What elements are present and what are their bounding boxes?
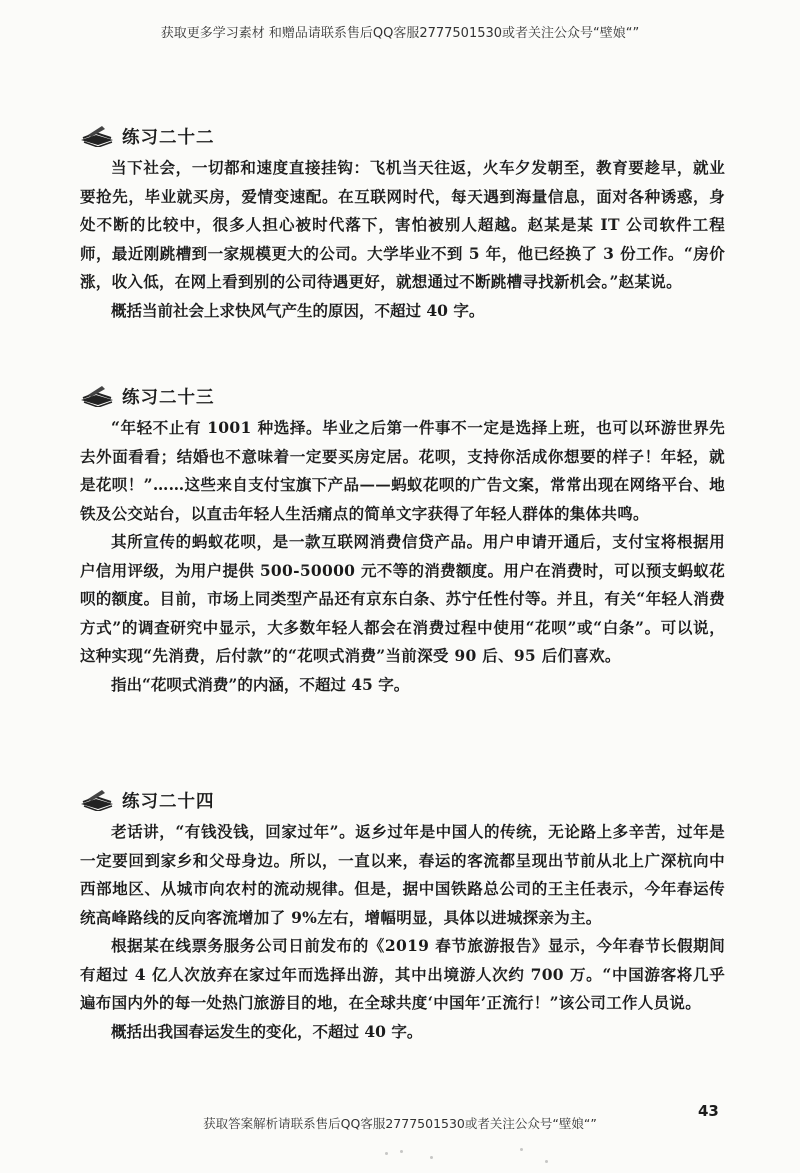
- paragraph: 当下社会，一切都和速度直接挂钩：飞机当天往返，火车夕发朝至，教育要趁早，就业要抢先，毕业就买房，爱情变速配。在互联网时代，每天遇到海量信息，面对各种诱惑，身处不断的比较中，很多人担心被时代落下，害怕被别人超越。赵某是某 IT 公司软件工程师，最近刚跳槽到一家规模更大的公司。大学毕业不到 5 年，他已经换了 3 份工作。“房价涨，收入低，在网上看到别的公司待遇更好，就想通过不断跳槽寻找新机会。”赵某说。: [80, 158, 725, 291]
- book-pen-icon: [80, 125, 114, 147]
- exercise-heading: [80, 382, 725, 410]
- exercise-24: [80, 786, 725, 1046]
- header-note: 获取更多学习素材 和赠品请联系售后QQ客服2777501530或者关注公众号“壁娘“”: [160, 26, 640, 41]
- paragraph: 根据某在线票务服务公司日前发布的《2019 春节旅游报告》显示，今年春节长假期间有超过 4 亿人次放弃在家过年而选择出游，其中出境游人次约 700 万。“中国游客将几乎遍布国内外的每一处热门旅游目的地，在全球共度‘中国年’正流行！”该公司工作人员说。: [80, 936, 725, 1012]
- paragraph: 老话讲，“有钱没钱，回家过年”。返乡过年是中国人的传统，无论路上多辛苦，过年是一定要回到家乡和父母身边。所以，一直以来，春运的客流都呈现出节前从北上广深杭向中西部地区、从城市向农村的流动规律。但是，据中国铁路总公司的王主任表示，今年春运传统高峰路线的反向客流增加了 9%左右，增幅明显，具体以进城探亲为主。: [80, 822, 725, 927]
- exercise-heading: [80, 786, 725, 814]
- exercise-22: [80, 122, 725, 325]
- scan-speck: [545, 1160, 548, 1163]
- paragraph: “年轻不止有 1001 种选择。毕业之后第一件事不一定是选择上班，也可以环游世界先去外面看看；结婚也不意味着一定要买房定居。花呗，支持你活成你想要的样子！年轻，就是花呗！”……这些来自支付宝旗下产品——蚂蚁花呗的广告文案，常常出现在网络平台、地铁及公交站台，以直击年轻人生活痛点的简单文字获得了年轻人群体的集体共鸣。: [80, 418, 725, 523]
- book-pen-icon: [80, 789, 114, 811]
- scan-speck: [430, 1156, 433, 1159]
- exercise-heading: [80, 122, 725, 150]
- exercise-title: 练习二十二: [122, 127, 215, 148]
- page-number: 43: [698, 1102, 719, 1120]
- footer-note: 获取答案解析请联系售后QQ客服2777501530或者关注公众号“壁娘“”: [203, 1116, 597, 1131]
- scan-speck: [385, 1152, 388, 1155]
- question: 概括出我国春运发生的变化，不超过 40 字。: [111, 1021, 423, 1041]
- question: 指出“花呗式消费”的内涵，不超过 45 字。: [111, 674, 410, 694]
- exercise-title: 练习二十三: [122, 387, 215, 408]
- question: 概括当前社会上求快风气产生的原因，不超过 40 字。: [111, 300, 485, 320]
- scan-speck: [400, 1150, 403, 1153]
- scan-speck: [520, 1148, 523, 1151]
- exercise-title: 练习二十四: [122, 791, 215, 812]
- paragraph: 其所宣传的蚂蚁花呗，是一款互联网消费信贷产品。用户申请开通后，支付宝将根据用户信用评级，为用户提供 500-50000 元不等的消费额度。用户在消费时，可以预支蚂蚁花呗的额度。目前，市场上同类型产品还有京东白条、苏宁任性付等。并且，有关“年轻人消费方式”的调查研究中显示，大多数年轻人都会在消费过程中使用“花呗”或“白条”。可以说，这种实现“先消费，后付款”的“花呗式消费”当前深受 90 后、95 后们喜欢。: [80, 532, 725, 665]
- exercise-23: [80, 382, 725, 699]
- book-pen-icon: [80, 385, 114, 407]
